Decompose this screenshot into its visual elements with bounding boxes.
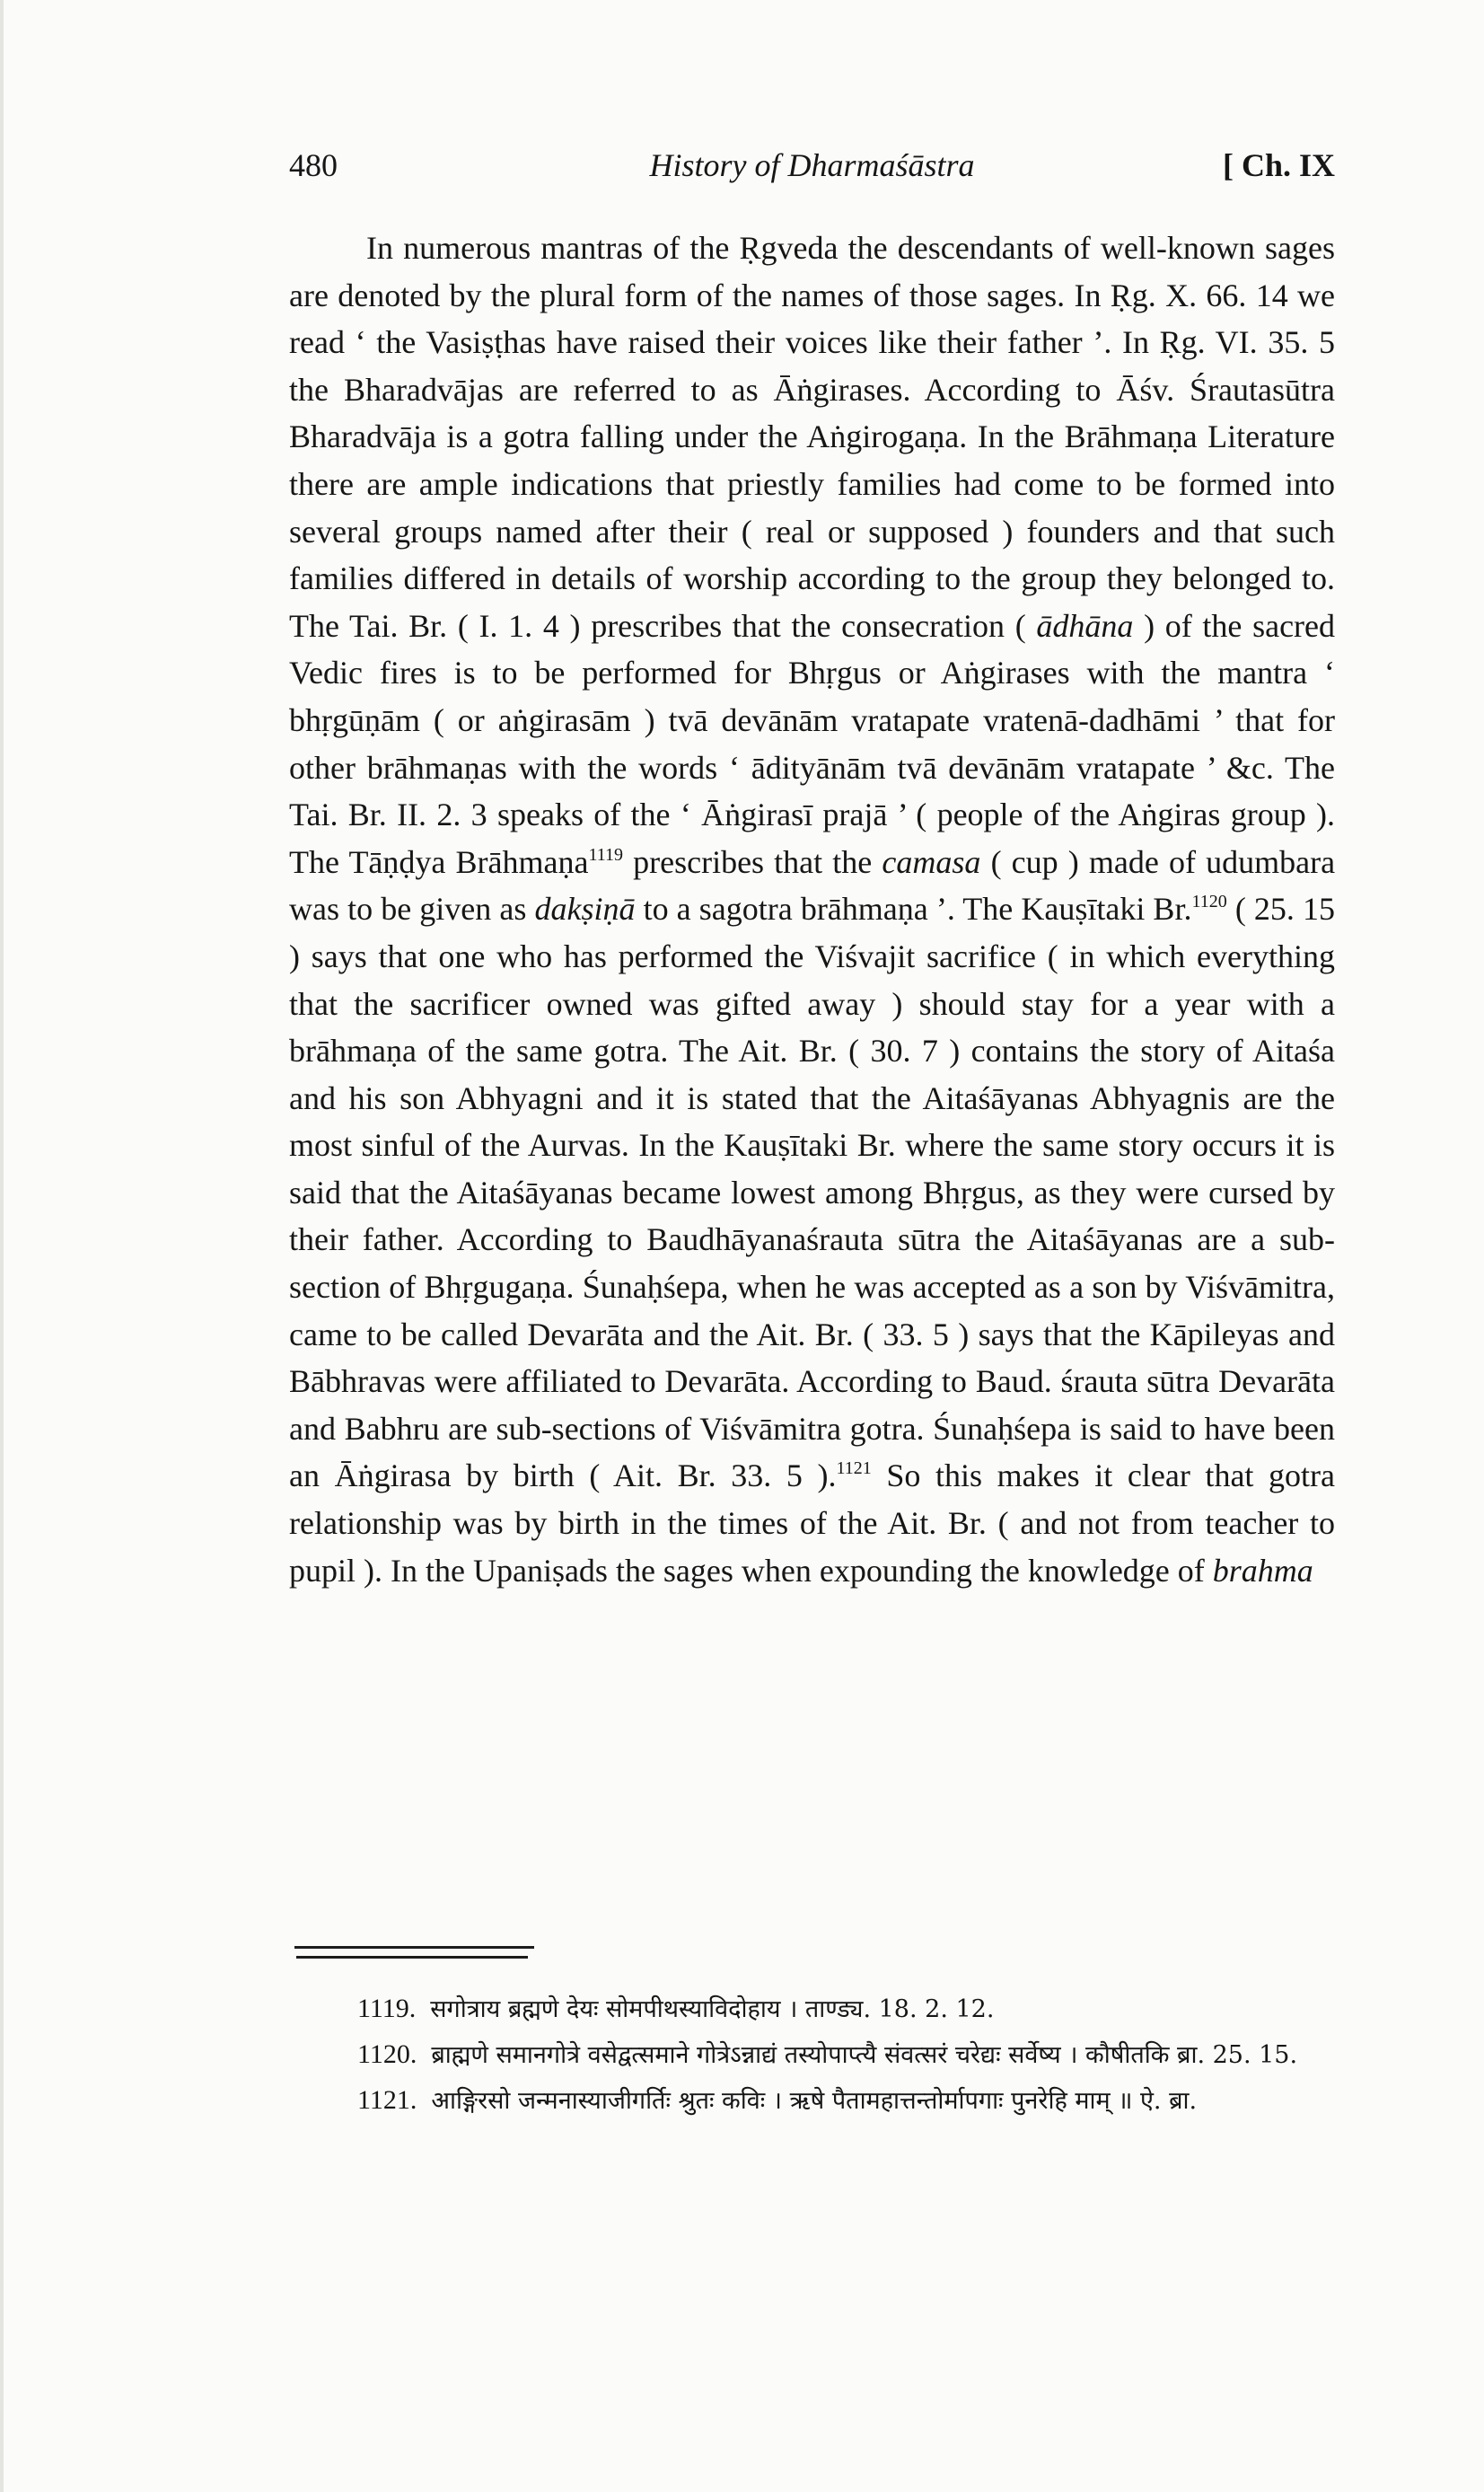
footnotes-section bbox=[289, 1986, 1335, 2124]
body-segment: In numerous mantras of the Ṛgveda the descendants of well-known sages are denoted by the plural form of the names of those sages. In Ṛg. X. 66. 14 we read ‘ the Vasiṣṭhas have raised their voices like their father ’. In Ṛg. VI. 35. 5 the Bharadvājas are referred to as Āṅgirases. According to Āśv. Śrautasūtra Bharadvāja is a gotra falling under the Aṅgirogaṇa. In the Brāhmaṇa Literature there are ample indications that priestly families had come to be formed into several groups named after their ( real or supposed ) founders and that such families differed in details of worship according to the group they belonged to. The Tai. Br. ( I. 1. 4 ) prescribes that the consecration ( bbox=[289, 230, 1335, 644]
page-number: 480 bbox=[289, 147, 338, 183]
footnote-reference[interactable]: 1121 bbox=[836, 1458, 872, 1479]
italic-term: ādhāna bbox=[1036, 607, 1134, 644]
running-title: History of Dharmaśāstra bbox=[649, 147, 975, 183]
body-segment: ( 25. 15 ) says that one who has performed the Viśvajit sacrifice ( in which everything that the sacrificer owned was gifted away ) should stay for a year with a brāhmaṇa of the same gotra. The Ait. Br. ( 30. 7 ) contains the story of Aitaśa and his son Abhyagni and it is stated that the Aitaśāyanas Abhyagnis are the most sinful of the Aurvas. In the Kauṣītaki Br. where the same story occurs it is said that the Aitaśāyanas became lowest among Bhṛgus, as they were cursed by their father. According to Baudhāyanaśrauta sūtra the Aitaśāyanas are a sub-section of Bhṛgugaṇa. Śunaḥśepa, when he was accepted as a son by Viśvāmitra, came to be called Devarāta and the Ait. Br. ( 33. 5 ) says that the Kāpileyas and Bābhravas were affiliated to Devarāta. According to Baud. śrauta sūtra Devarāta and Babhru are sub-sections of Viśvāmitra gotra. Śunaḥśepa is said to have been an Āṅgirasa by birth ( Ait. Br. 33. 5 ). bbox=[289, 891, 1336, 1494]
italic-term: dakṣiṇā bbox=[534, 891, 636, 928]
body-segment: ( cup ) made of udumbara was to be given as bbox=[289, 843, 1336, 928]
footnote-text: आङ्गिरसो जन्मनास्याजीगर्तिः श्रुतः कविः । ऋषे पैतामहात्तन्तोर्मापगाः पुनरेहि माम् ॥ ऐ. ब्रा. bbox=[431, 2087, 1198, 2115]
footnote-separator-rule bbox=[294, 1946, 534, 1949]
body-segment: to a sagotra brāhmaṇa ’. The Kauṣītaki Br. bbox=[643, 891, 1192, 928]
footnote-reference[interactable]: 1119 bbox=[588, 844, 623, 865]
chapter-reference: [ Ch. IX bbox=[1222, 147, 1335, 183]
footnote-text: सगोत्राय ब्रह्मणे देयः सोमपीथस्याविदोहाय । ताण्ड्य. 18. 2. 12. bbox=[430, 1995, 995, 2023]
footnote-text: ब्राह्मणे समानगोत्रे वसेद्वत्समाने गोत्रेऽन्नाद्यं तस्योपाप्त्यै संवत्सरं चरेद्यः सर्वेष्य । कौषीतकि ब्रा. 25. 15. bbox=[431, 2041, 1298, 2069]
running-header bbox=[289, 146, 1335, 191]
footnote-1121 bbox=[289, 2078, 1335, 2124]
footnote-number: 1121. bbox=[357, 2085, 417, 2115]
footnote-number: 1120. bbox=[357, 2039, 417, 2069]
footnote-1120 bbox=[289, 2032, 1335, 2078]
body-segment: So this makes it clear that gotra relationship was by birth in the times of the Ait. Br. ( and not from teacher to pupil ). In the Upaniṣads the sages when expounding the knowledge of bbox=[289, 1457, 1336, 1589]
main-paragraph bbox=[289, 225, 1335, 1594]
italic-term: brahma bbox=[1212, 1552, 1313, 1589]
footnote-reference[interactable]: 1120 bbox=[1191, 892, 1227, 912]
italic-term: camasa bbox=[882, 843, 981, 880]
body-segment: prescribes that the bbox=[633, 843, 873, 880]
footnote-number: 1119. bbox=[357, 1994, 417, 2023]
footnote-separator-rule bbox=[296, 1956, 528, 1959]
footnote-1119 bbox=[289, 1986, 1335, 2032]
body-segment: ) of the sacred Vedic fires is to be performed for Bhṛgus or Aṅgirases with the mantra ‘ bhṛgūṇām ( or aṅgirasām ) tvā devānām vratapate vratenā-dadhāmi ’ that for other brāhmaṇas with the words ‘ ādityānām tvā devānām vratapate ’ &c. The Tai. Br. II. 2. 3 speaks of the ‘ Āṅgirasī prajā ’ ( people of the Aṅgiras group ). The Tāṇḍya Brāhmaṇa bbox=[289, 607, 1336, 880]
page-edge-shadow bbox=[0, 0, 4, 2492]
